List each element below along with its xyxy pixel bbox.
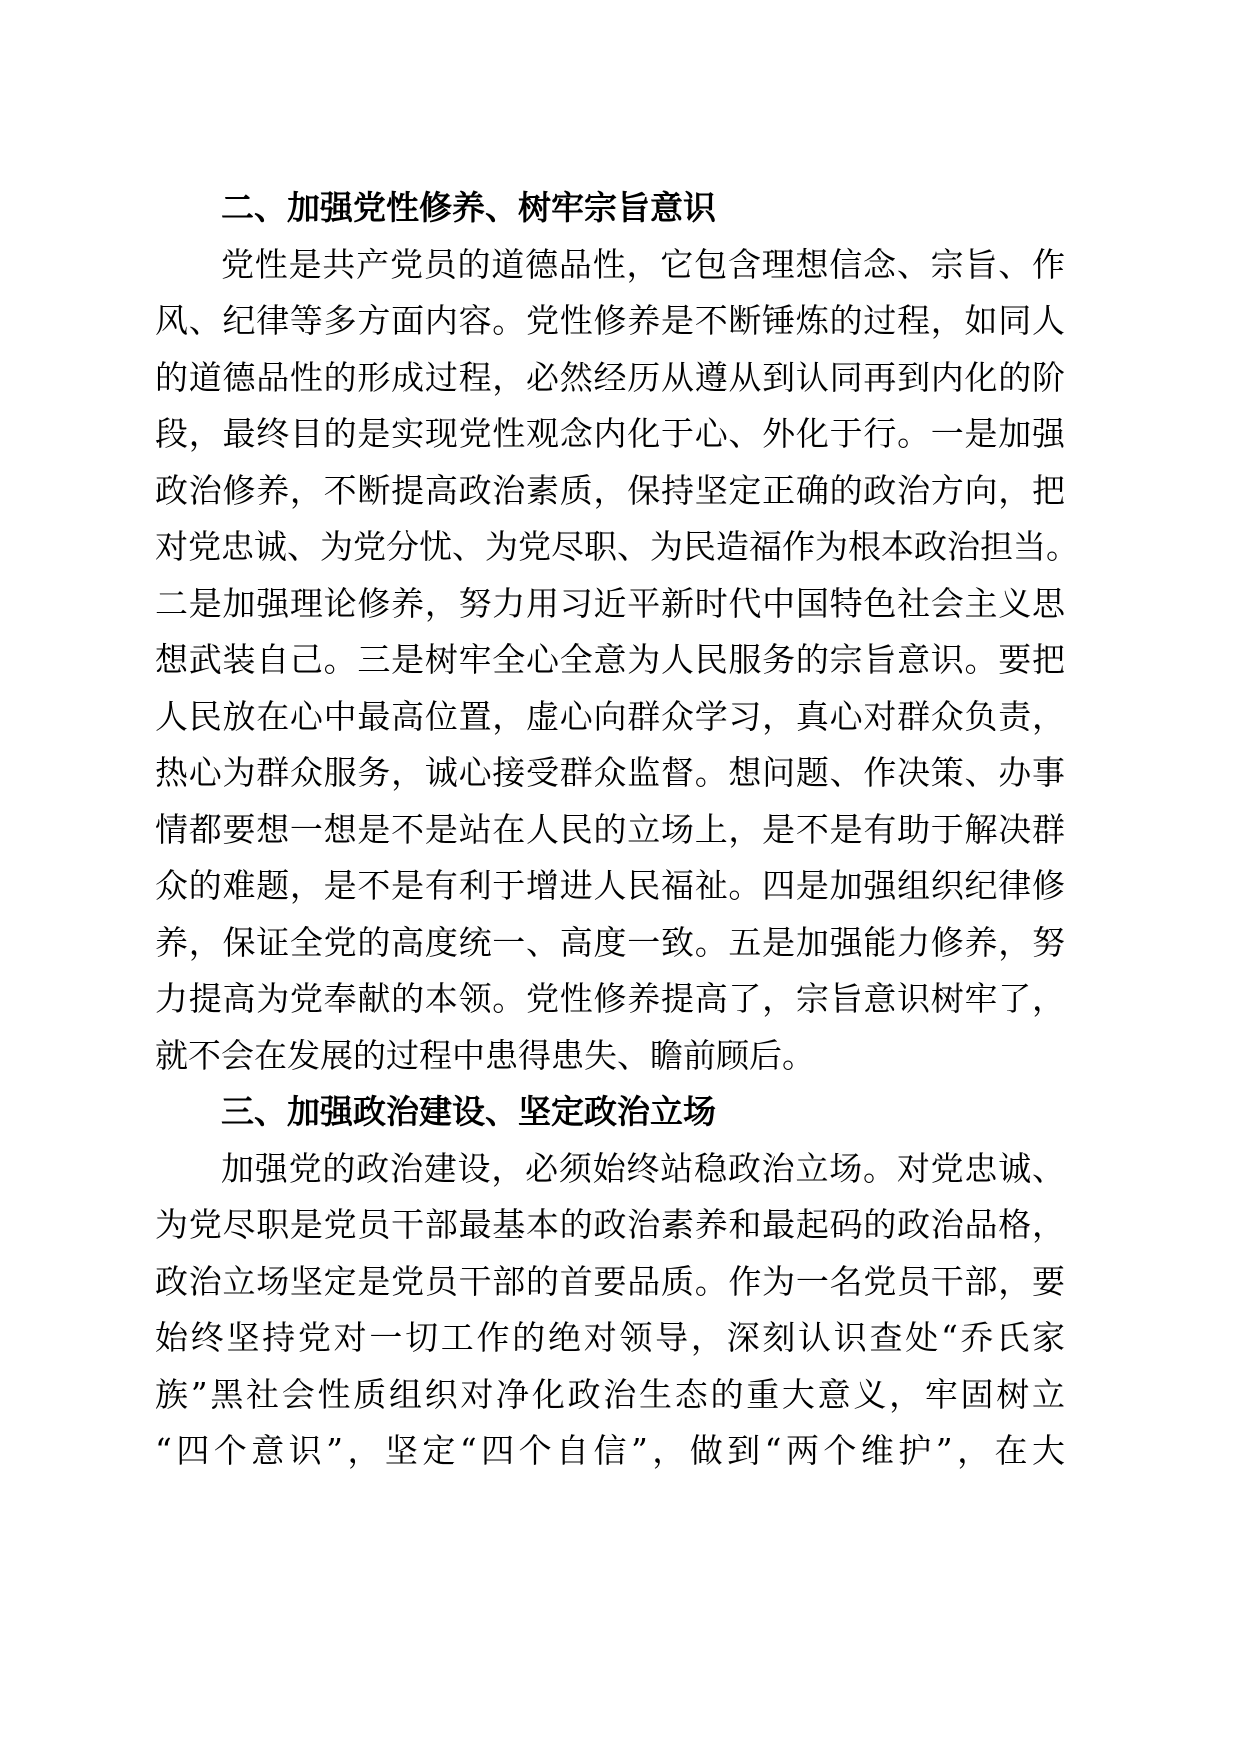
paragraph-line: 风、纪律等多方面内容。党性修养是不断锤炼的过程，如同人 [155, 301, 1065, 340]
paragraph-line: 的道德品性的形成过程，必然经历从遵从到认同再到内化的阶 [155, 357, 1065, 397]
paragraph-line: 情都要想一想是不是站在人民的立场上，是不是有助于解决群 [155, 809, 1065, 849]
paragraph-line: 养，保证全党的高度统一、高度一致。五是加强能力修养，努 [155, 922, 1065, 962]
paragraph-line: 二是加强理论修养，努力用习近平新时代中国特色社会主义思 [155, 583, 1065, 623]
paragraph-line: 加强党的政治建设，必须始终站稳政治立场。对党忠诚、 [221, 1148, 1065, 1188]
paragraph-line: 始终坚持党对一切工作的绝对领导，深刻认识查处“乔氏家 [155, 1318, 1065, 1357]
paragraph-line: 党性是共产党员的道德品性，它包含理想信念、宗旨、作 [221, 244, 1065, 284]
paragraph-line: 对党忠诚、为党分忧、为党尽职、为民造福作为根本政治担当。 [155, 527, 1079, 566]
paragraph-line: 族”黑社会性质组织对净化政治生态的重大意义，牢固树立 [155, 1374, 1065, 1414]
section-heading: 二、加强党性修养、树牢宗旨意识 [221, 188, 716, 227]
paragraph-line: 就不会在发展的过程中患得患失、瞻前顾后。 [155, 1035, 815, 1075]
paragraph-line: 众的难题，是不是有利于增进人民福祉。四是加强组织纪律修 [155, 866, 1065, 905]
paragraph-line: 人民放在心中最高位置，虚心向群众学习，真心对群众负责， [155, 696, 1065, 736]
paragraph-line: “四个意识”，坚定“四个自信”，做到“两个维护”，在大 [155, 1431, 1065, 1470]
paragraph-line: 热心为群众服务，诚心接受群众监督。想问题、作决策、办事 [155, 753, 1065, 792]
paragraph-line: 力提高为党奉献的本领。党性修养提高了，宗旨意识树牢了， [155, 979, 1065, 1018]
paragraph-line: 想武装自己。三是树牢全心全意为人民服务的宗旨意识。要把 [155, 640, 1065, 679]
section-heading: 三、加强政治建设、坚定政治立场 [221, 1092, 716, 1131]
paragraph-line: 政治立场坚定是党员干部的首要品质。作为一名党员干部，要 [155, 1261, 1065, 1301]
paragraph-line: 为党尽职是党员干部最基本的政治素养和最起码的政治品格， [155, 1205, 1065, 1244]
document-body [155, 180, 1079, 1480]
paragraph-line: 政治修养，不断提高政治素质，保持坚定正确的政治方向，把 [155, 470, 1065, 510]
paragraph-line: 段，最终目的是实现党性观念内化于心、外化于行。一是加强 [155, 414, 1065, 453]
